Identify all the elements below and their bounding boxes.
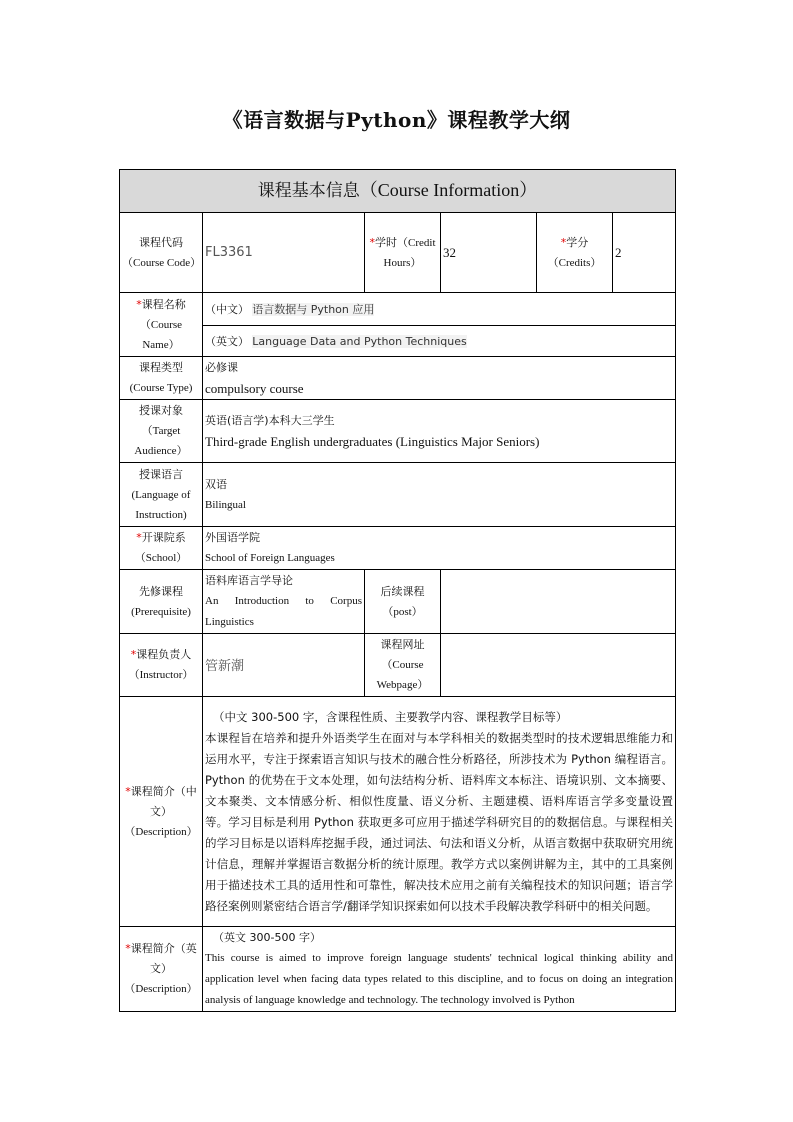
label-language: 授课语言 (Language of Instruction) xyxy=(120,463,203,527)
value-course-type: 必修课 compulsory course xyxy=(203,357,676,400)
label-description-en: *课程简介（英 文） （Description） xyxy=(120,927,203,1012)
label-credits: *学分 （Credits） xyxy=(537,213,613,293)
description-cn-text: 本课程旨在培养和提升外语类学生在面对与本学科相关的数据类型时的技术逻辑思维能力和运用水平，专注于探索语言知识与技术的融合性分析路径，所涉技术为 Python 编程语言。Python 的优势在于文本处理，如句法结构分析、语料库文本标注、语境识别、文本摘要、文本聚类、文本情感分析、相似性度量、语义分析、主题建模、语料库语言学多变量设置等。学习目标是利用 Python 获取更多可应用于描述学科研究目的的数据信息。与课程相关的学习目标是以语料库挖掘手段，通过词法、句法和语义分析，从语言数据中获取研究用统计信息，理解并掌握语言数据分析的统计原理。教学方式以案例讲解为主，其中的工具案例用于描述技术工具的适用性和可靠性，解决技术应用之前有关编程技术的知识问题；语言学路径案例则紧密结合语言学/翻译学知识探索如何以技术手段解决教学科研中的相关问题。 xyxy=(205,730,674,913)
row-name-cn xyxy=(120,293,676,326)
row-code-hours-credits xyxy=(120,213,676,293)
value-prerequisite: 语料库语言学导论 An Introduction to Corpus Linguistics xyxy=(203,570,365,634)
label-prerequisite: 先修课程 (Prerequisite) xyxy=(120,570,203,634)
label-credit-hours: *学时（Credit Hours） xyxy=(365,213,441,293)
value-credits: 2 xyxy=(613,213,676,293)
name-cn-field: 语言数据与 Python 应用 xyxy=(252,303,375,316)
label-webpage: 课程网址 （Course Webpage） xyxy=(365,634,441,697)
label-description-cn: *课程简介（中 文） （Description） xyxy=(120,697,203,927)
row-description-cn xyxy=(120,697,676,927)
label-course-code: 课程代码 （Course Code） xyxy=(120,213,203,293)
value-credit-hours: 32 xyxy=(441,213,537,293)
row-name-en xyxy=(120,326,676,357)
row-instructor-webpage xyxy=(120,634,676,697)
description-en-intro: （英文 300-500 字） xyxy=(213,931,321,944)
section-title-cn: 课程基本信息 xyxy=(257,181,360,201)
value-course-code: FL3361 xyxy=(203,213,365,293)
description-cn-intro: （中文 300-500 字，含课程性质、主要教学内容、课程教学目标等） xyxy=(213,709,568,724)
label-school: *开课院系 （School） xyxy=(120,527,203,570)
description-en-text: This course is aimed to improve foreign language students' technical logical thinking ability and application level when facing data types related to this discipline, and to focus on doing an integration analysis of language knowledge and technology. The technology involved is Python xyxy=(205,952,674,1006)
value-webpage xyxy=(441,634,676,697)
value-audience: 英语(语言学)本科大三学生 Third-grade English undergraduates (Linguistics Major Seniors) xyxy=(203,400,676,463)
value-language: 双语 Bilingual xyxy=(203,463,676,527)
value-name-cn: （中文） 语言数据与 Python 应用 xyxy=(203,293,676,326)
section-header-row xyxy=(120,170,676,213)
label-post-course: 后续课程 （post） xyxy=(365,570,441,634)
document-title: 《语言数据与Python》课程教学大纲 xyxy=(222,108,571,132)
row-language xyxy=(120,463,676,527)
row-description-en xyxy=(120,927,676,1012)
row-course-type xyxy=(120,357,676,400)
name-en-field: Language Data and Python Techniques xyxy=(252,335,467,348)
label-instructor: *课程负责人 （Instructor） xyxy=(120,634,203,697)
label-course-name: *课程名称 （Course Name） xyxy=(120,293,203,357)
course-info-table xyxy=(119,169,676,1012)
label-audience: 授课对象 （Target Audience） xyxy=(120,400,203,463)
row-prereq-post xyxy=(120,570,676,634)
value-description-cn xyxy=(203,697,676,927)
row-school xyxy=(120,527,676,570)
value-school: 外国语学院 School of Foreign Languages xyxy=(203,527,676,570)
value-post-course xyxy=(441,570,676,634)
section-title-en: （Course Information） xyxy=(359,180,538,200)
row-audience xyxy=(120,400,676,463)
section-header xyxy=(120,170,676,213)
value-name-en: （英文） Language Data and Python Techniques xyxy=(203,326,676,357)
value-description-en xyxy=(203,927,676,1012)
value-instructor: 管新潮 xyxy=(203,634,365,697)
label-course-type: 课程类型 (Course Type) xyxy=(120,357,203,400)
